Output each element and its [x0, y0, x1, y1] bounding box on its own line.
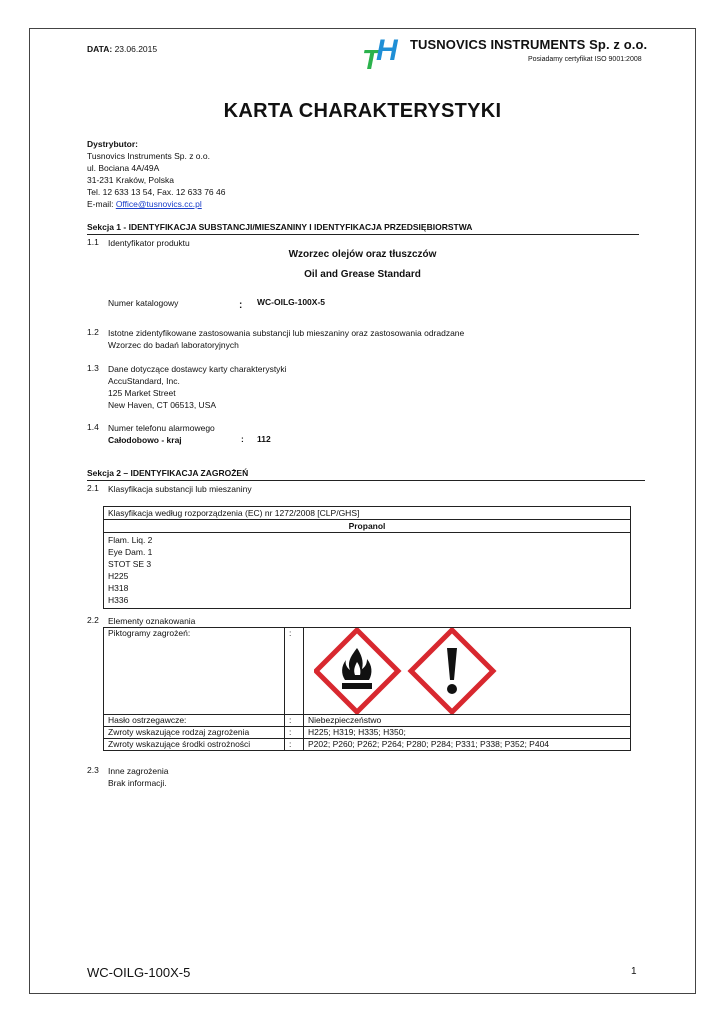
document-date: [87, 44, 157, 54]
svg-text:T: T: [362, 44, 380, 71]
date-label: DATA:: [87, 44, 113, 54]
emergency-phone-label: Numer telefonu alarmowego: [108, 423, 215, 433]
table-row: [104, 507, 631, 520]
th-logo-icon: [362, 33, 408, 71]
label-elements-table: [103, 627, 631, 751]
table-colon: :: [285, 628, 304, 715]
signal-word-label: Hasło ostrzegawcze:: [104, 715, 285, 727]
section-number: 2.3: [87, 765, 99, 775]
classification-item: H336: [108, 595, 129, 605]
distributor-line: 31-231 Kraków, Polska: [87, 175, 174, 185]
classification-substance: Propanol: [104, 520, 631, 533]
product-name-pl: Wzorzec olejów oraz tłuszczów: [288, 249, 437, 260]
iso-certificate-note: Posiadamy certyfikat ISO 9001:2008: [528, 56, 642, 63]
section-2-heading: Sekcja 2 – IDENTYFIKACJA ZAGROŻEŃ: [87, 468, 249, 478]
classification-item: Flam. Liq. 2: [108, 535, 153, 545]
hazard-statements-value: H225; H319; H335; H350;: [304, 727, 631, 739]
distributor-block: [87, 138, 225, 210]
classification-label: Klasyfikacja substancji lub mieszaniny: [108, 484, 252, 494]
table-row: [104, 533, 631, 609]
table-row: [104, 715, 631, 727]
pictograms-label: Piktogramy zagrożeń:: [104, 628, 285, 715]
distributor-line: Tusnovics Instruments Sp. z o.o.: [87, 151, 210, 161]
supplier-line: Dane dotyczące dostawcy karty charakterystyki: [108, 364, 287, 374]
distributor-line: ul. Bociana 4A/49A: [87, 163, 160, 173]
catalog-colon: :: [239, 300, 243, 311]
classification-list: [104, 533, 631, 609]
table-colon: :: [285, 715, 304, 727]
section-2-rule: [87, 480, 645, 481]
precautionary-statements-label: Zwroty wskazujące środki ostrożności: [104, 739, 285, 751]
identified-uses: [108, 327, 464, 351]
hazard-statements-label: Zwroty wskazujące rodzaj zagrożenia: [104, 727, 285, 739]
section-number: 1.2: [87, 327, 99, 337]
ghs-pictograms: [314, 628, 504, 714]
email-label: E-mail:: [87, 199, 116, 209]
table-row: [104, 727, 631, 739]
section-number: 1.4: [87, 422, 99, 432]
pictograms-cell: [304, 628, 631, 715]
distributor-email-line: [87, 198, 225, 210]
classification-item: Eye Dam. 1: [108, 547, 153, 557]
svg-text:H: H: [376, 34, 398, 67]
section-number: 2.1: [87, 483, 99, 493]
supplier-line: New Haven, CT 06513, USA: [108, 400, 217, 410]
classification-item: H225: [108, 571, 129, 581]
emergency-phone-value: 112: [257, 434, 271, 444]
exclamation-pictogram-icon: [411, 630, 493, 712]
table-colon: :: [285, 727, 304, 739]
other-hazards-value: Brak informacji.: [108, 778, 167, 788]
footer-catalog-code: WC-OILG-100X-5: [87, 965, 191, 980]
other-hazards-label: Inne zagrożenia: [108, 766, 169, 776]
date-value: 23.06.2015: [114, 44, 158, 54]
table-row: [104, 520, 631, 533]
section-1-rule: [87, 234, 639, 235]
label-elements-label: Elementy oznakowania: [108, 616, 196, 626]
page-number: 1: [631, 966, 637, 977]
product-identifier-label: Identyfikator produktu: [108, 238, 190, 248]
emergency-colon: :: [241, 434, 244, 444]
section-number: 1.1: [87, 237, 99, 247]
classification-item: H318: [108, 583, 129, 593]
section-number: 1.3: [87, 363, 99, 373]
emergency-phone-sub: Całodobowo - kraj: [108, 435, 182, 445]
company-logo: [362, 33, 408, 76]
product-name-en: Oil and Grease Standard: [304, 269, 421, 280]
distributor-label: Dystrybutor:: [87, 139, 139, 149]
supplier-line: 125 Market Street: [108, 388, 176, 398]
identified-uses-value: Wzorzec do badań laboratoryjnych: [108, 340, 239, 350]
classification-header: Klasyfikacja według rozporządzenia (EC) nr 1272/2008 [CLP/GHS]: [104, 507, 631, 520]
signal-word-value: Niebezpieczeństwo: [304, 715, 631, 727]
catalog-number-value: WC-OILG-100X-5: [257, 297, 326, 307]
table-row: [104, 628, 631, 715]
table-row: [104, 739, 631, 751]
flame-pictogram-icon: [316, 630, 398, 712]
catalog-number-label: Numer katalogowy: [108, 298, 179, 308]
supplier-line: AccuStandard, Inc.: [108, 376, 180, 386]
company-name: TUSNOVICS INSTRUMENTS Sp. z o.o.: [410, 37, 648, 52]
email-link[interactable]: Office@tusnovics.cc.pl: [115, 199, 202, 209]
distributor-line: Tel. 12 633 13 54, Fax. 12 633 76 46: [87, 187, 226, 197]
other-hazards: [108, 765, 169, 789]
supplier-details: [108, 363, 287, 411]
classification-item: STOT SE 3: [108, 559, 152, 569]
identified-uses-title: Istotne zidentyfikowane zastosowania substancji lub mieszaniny oraz zastosowania odradzane: [108, 328, 465, 338]
section-1-heading: Sekcja 1 - IDENTYFIKACJA SUBSTANCJI/MIESZANINY I IDENTYFIKACJA PRZEDSIĘBIORSTWA: [87, 222, 473, 232]
document-title: KARTA CHARAKTERYSTYKI: [223, 100, 502, 122]
precautionary-statements-value: P202; P260; P262; P264; P280; P284; P331; P338; P352; P404: [304, 739, 631, 751]
table-colon: :: [285, 739, 304, 751]
classification-table: [103, 506, 631, 609]
section-number: 2.2: [87, 615, 99, 625]
